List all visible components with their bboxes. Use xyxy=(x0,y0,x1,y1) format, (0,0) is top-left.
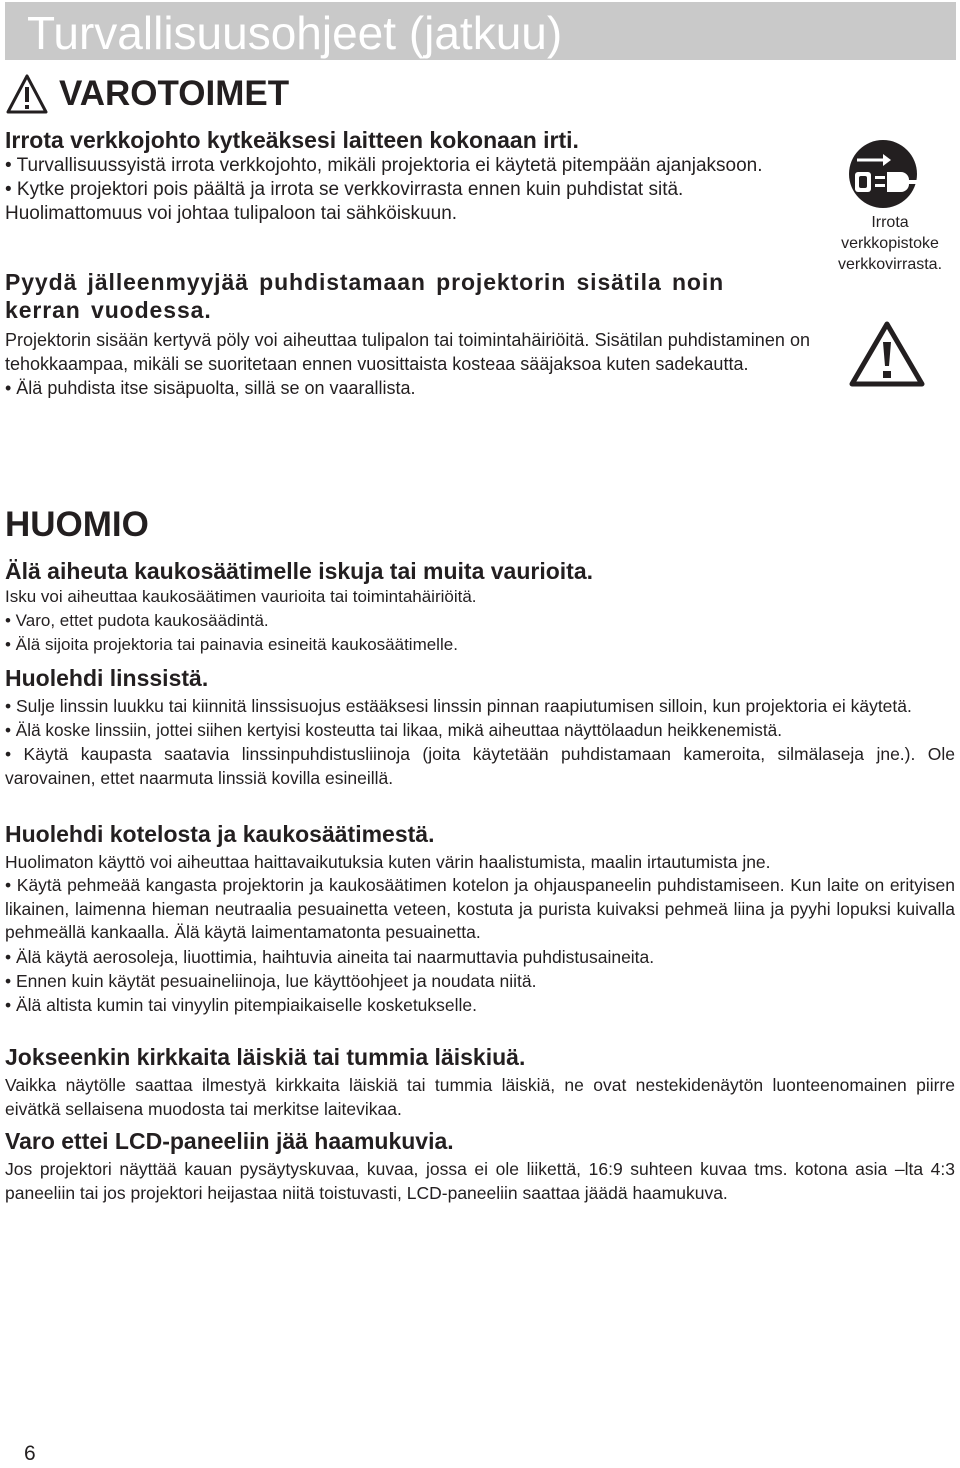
section-title: Huolehdi kotelosta ja kaukosäätimestä. xyxy=(5,821,435,847)
warning-section-unplug xyxy=(5,126,810,226)
unplug-icon xyxy=(847,138,919,210)
bullet-text: • Käytä kaupasta saatavia linssinpuhdistusliinoja (joita käytetään puhdistamaan kameroita, silmälaseja jne.). Ole varovainen, ettet naarmuta linssiä kovilla esineillä. xyxy=(5,744,955,788)
notice-section-spots xyxy=(5,1043,955,1121)
bullet-text: • Älä altista kumin tai vinyylin pitempiaikaiselle kosketukselle. xyxy=(5,994,478,1015)
section-title: Älä aiheuta kaukosäätimelle iskuja tai muita vaurioita. xyxy=(5,558,594,584)
bullet-text: • Älä puhdista itse sisäpuolta, sillä se on vaarallista. xyxy=(5,378,416,398)
section-title: Pyydä jälleenmyyjää puhdistamaan projektorin sisätila noin kerran vuodessa. xyxy=(5,269,725,323)
bullet-text: • Kytke projektori pois päältä ja irrota se verkkovirrasta ennen kuin puhdistat sitä. Huolimattomuus voi johtaa tulipaloon tai sähköiskuun. xyxy=(5,179,684,224)
bullet-text: • Älä sijoita projektoria tai painavia esineitä kaukosäätimelle. xyxy=(5,635,458,654)
notice-section-lcd xyxy=(5,1127,955,1205)
paragraph-text: Isku voi aiheuttaa kaukosäätimen vaurioita tai toimintahäiriöitä. xyxy=(5,587,477,606)
bullet-text: • Turvallisuussyistä irrota verkkojohto, mikäli projektoria ei käytetä pitempään ajanjaksoon. xyxy=(5,155,763,176)
bullet-text: • Älä käytä aerosoleja, liuottimia, haihtuvia aineita tai naarmuttavia puhdistusaineita. xyxy=(5,946,655,967)
section-title: Jokseenkin kirkkaita läiskiä tai tummia läiskiuä. xyxy=(5,1044,526,1070)
paragraph-text: Jos projektori näyttää kauan pysäytyskuvaa, kuvaa, jossa ei ole liikettä, 16:9 suhteen kuvaa tms. kotona asia –lta 4:3 paneeliin tai jos projektori heijastaa niitä toistuvasti, LCD-paneeliin saattaa jäädä haamukuva. xyxy=(5,1159,955,1203)
section-title: Varo ettei LCD-paneeliin jää haamukuvia. xyxy=(5,1128,454,1154)
notice-section-case xyxy=(5,820,955,1017)
notice-heading: HUOMIO xyxy=(5,505,149,544)
page-title: Turvallisuusohjeet (jatkuu) xyxy=(27,7,563,59)
bullet-text: • Älä koske linssiin, jottei siihen kertyisi kosteutta tai likaa, mikä aiheuttaa näyttölaadun heikkenemistä. xyxy=(5,720,782,740)
notice-section-remote xyxy=(5,557,955,657)
bullet-text: • Varo, ettet pudota kaukosäädintä. xyxy=(5,611,269,630)
paragraph-text: Vaikka näytölle saattaa ilmestyä kirkkaita läiskiä tai tummia läiskiä, ne ovat nestekidenäytön luonteenomainen piirre eivätkä sellaisena muodosta tai merkitse laitevikaa. xyxy=(5,1075,955,1119)
bullet-text: • Sulje linssin luukku tai kiinnitä linssisuojus estääksesi linssin pinnan raapiutumisen silloin, kun projektoria ei käytetä. xyxy=(5,696,912,716)
notice-section-lens xyxy=(5,664,955,790)
bullet-text: • Käytä pehmeää kangasta projektorin ja kaukosäätimen kotelon ja ohjauspaneelin puhdistamiseen. Kun laite on erityisen likainen, laimenna hieman neutraalia pesuainetta veteen, kostuta ja purista kuivaksi pehmeä liina ja pyyhi lopuksi kuivalla pehmeällä kankaalla. Älä käytä laimentamatonta pesuainetta. xyxy=(5,875,955,942)
caution-triangle-icon xyxy=(848,320,926,388)
warning-triangle-icon xyxy=(5,73,49,115)
unplug-label-line: verkkopistoke xyxy=(841,235,939,252)
warning-section-cleaning xyxy=(5,268,810,400)
paragraph-text: Projektorin sisään kertyvä pöly voi aiheuttaa tulipalon tai toimintahäiriöitä. Sisätilan puhdistaminen on tehokkaampaa, mikäli se suoritetaan ennen vuosittaista kosteaa sääjaksoa kuten sadekautta. xyxy=(5,330,810,374)
bullet-text: • Ennen kuin käytät pesuaineliinoja, lue käyttöohjeet ja noudata niitä. xyxy=(5,970,537,991)
section-title: Irrota verkkojohto kytkeäksesi laitteen kokonaan irti. xyxy=(5,127,579,153)
unplug-label xyxy=(822,212,958,275)
title-bar xyxy=(5,2,956,60)
unplug-label-line: Irrota xyxy=(871,214,909,231)
warning-heading-label: VAROTOIMET xyxy=(59,74,290,113)
section-title: Huolehdi linssistä. xyxy=(5,665,209,691)
page-number: 6 xyxy=(24,1442,36,1465)
warning-heading xyxy=(5,70,289,118)
paragraph-text: Huolimaton käyttö voi aiheuttaa haittavaikutuksia kuten värin haalistumista, maalin irtautumista jne. xyxy=(5,852,771,872)
unplug-label-line: verkkovirrasta. xyxy=(837,256,943,273)
